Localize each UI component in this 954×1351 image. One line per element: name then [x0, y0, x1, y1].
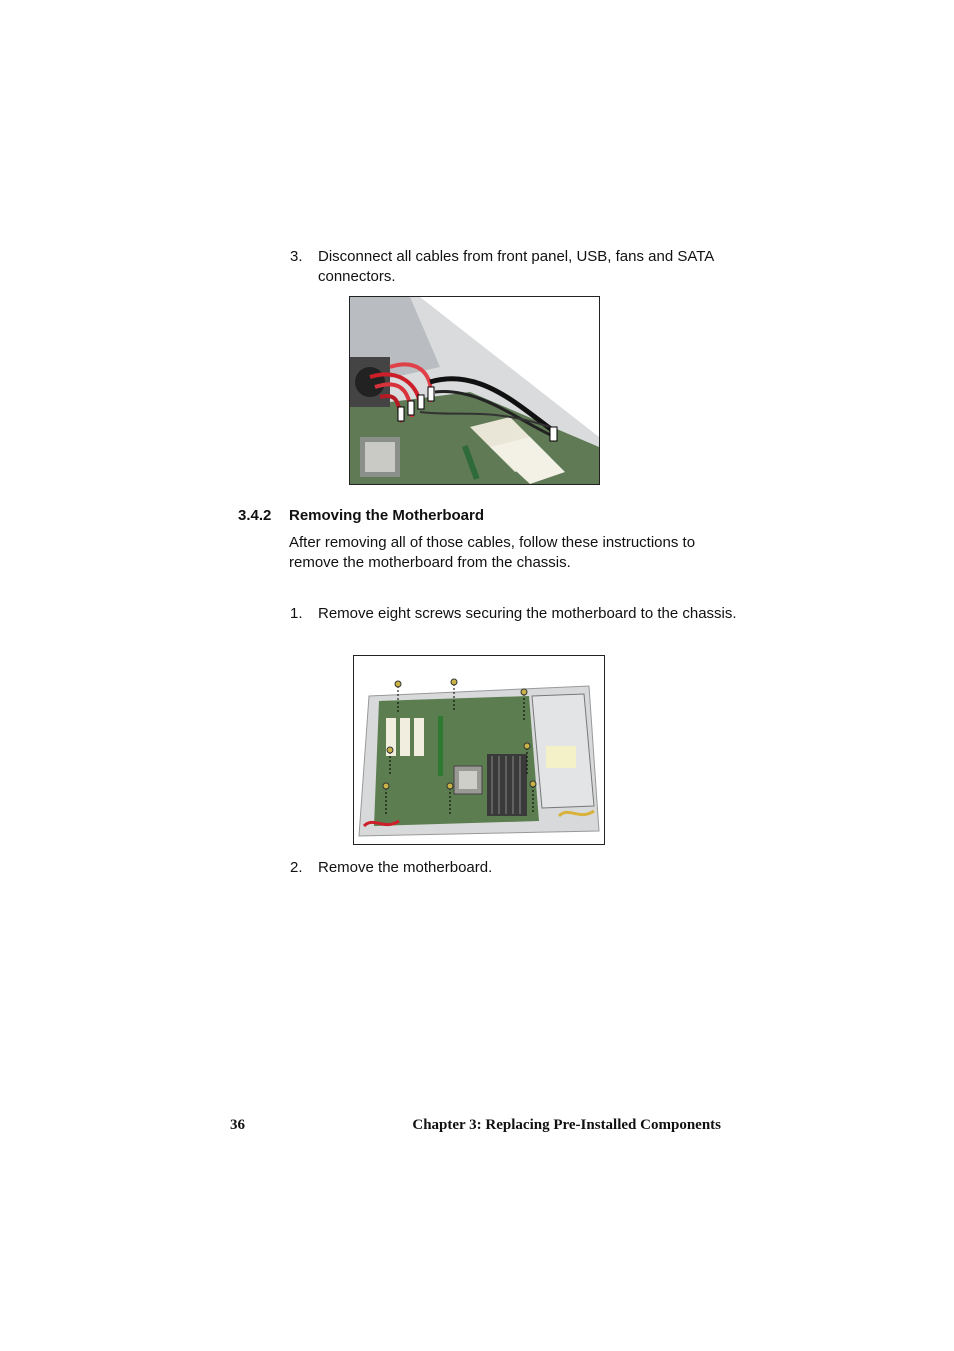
step-text: Remove the motherboard.: [318, 859, 493, 876]
section-title: Removing the Motherboard: [289, 507, 485, 524]
page-number: 36: [230, 1117, 245, 1133]
step-text: Disconnect all cables from front panel, USB, fans and SATA connectors.: [318, 248, 714, 285]
step-2: [290, 858, 750, 880]
chapter-title: Chapter 3: Replacing Pre-Installed Components: [412, 1117, 721, 1133]
cable-connectors-photo: [349, 296, 600, 485]
step-number: 1.: [290, 605, 303, 622]
section-heading: [238, 507, 638, 527]
step-1: [290, 604, 750, 646]
step-3: [290, 247, 750, 289]
section-number: 3.4.2: [238, 507, 272, 524]
section-intro: After removing all of those cables, follow these instructions to remove the motherboard from the chassis.: [289, 534, 696, 571]
step-number: 3.: [290, 248, 303, 265]
step-text: Remove eight screws securing the motherboard to the chassis.: [318, 605, 737, 622]
step-number: 2.: [290, 859, 303, 876]
motherboard-screws-photo: [353, 655, 605, 845]
